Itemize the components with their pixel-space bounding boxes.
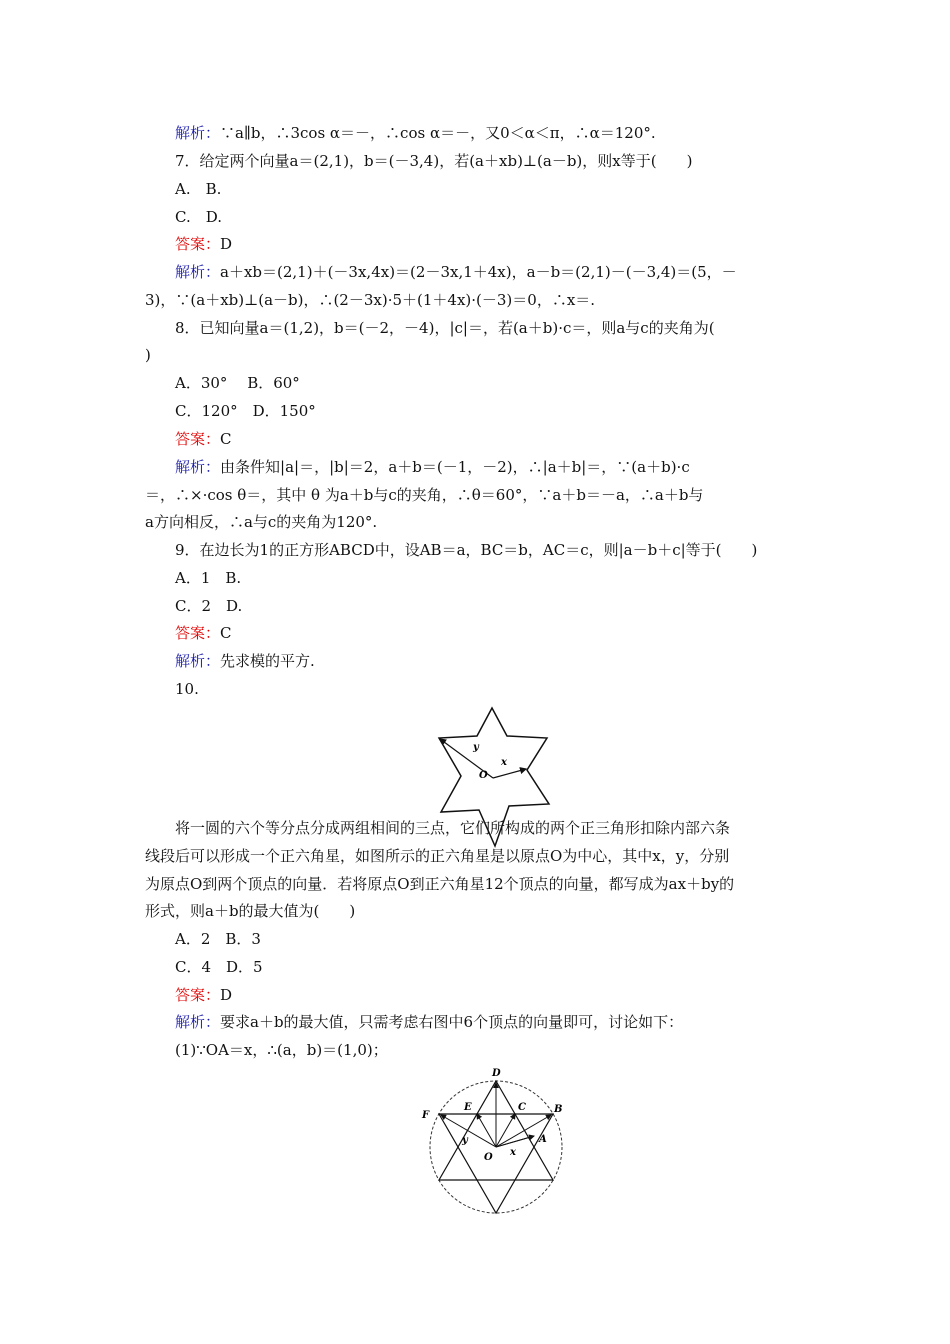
- label-origin: O: [484, 1152, 493, 1163]
- explanation-label: 解析：: [175, 263, 221, 281]
- label-a: A: [539, 1134, 547, 1145]
- q7-explanation-line2: 3)，∵(a＋xb)⊥(a－b)，∴(2－3x)·5＋(1＋4x)·(－3)＝0，∴x＝.: [145, 291, 596, 309]
- question-8-cont: ): [145, 346, 151, 364]
- answer-value: D: [220, 986, 233, 1004]
- label-f: F: [422, 1110, 430, 1121]
- q10-paragraph-line4: 形式，则a＋b的最大值为( ): [145, 902, 356, 920]
- q10-options-ab: A．2 B．3: [175, 930, 261, 948]
- explanation-text: 要求a＋b的最大值，只需考虑右图中6个顶点的向量即可，讨论如下：: [220, 1013, 684, 1031]
- label-y: y: [462, 1135, 468, 1146]
- question-8: 8．已知向量a＝(1,2)，b＝(－2，－4)，|c|＝，若(a＋b)·c＝，则a与c的夹角为(: [175, 319, 715, 337]
- explanation-label: 解析：: [175, 1013, 221, 1031]
- label-x: x: [501, 757, 507, 768]
- answer-label: 答案：: [175, 624, 221, 642]
- answer-label: 答案：: [175, 235, 221, 253]
- label-origin: O: [479, 770, 488, 781]
- label-e: E: [464, 1102, 472, 1113]
- explanation-text: ∵a∥b，∴3cos α＝－，∴cos α＝－，又0＜α＜π，∴α＝120°.: [220, 124, 656, 142]
- q7-explanation-line1: [175, 262, 737, 282]
- answer-label: 答案：: [175, 430, 221, 448]
- answer-value: D: [220, 235, 233, 253]
- question-7: 7．给定两个向量a＝(2,1)，b＝(－3,4)，若(a＋xb)⊥(a－b)，则x等于( ): [175, 152, 693, 170]
- explanation-label: 解析：: [175, 652, 221, 670]
- label-y: y: [473, 742, 479, 753]
- q10-case-1: (1)∵OA＝x，∴(a，b)＝(1,0)；: [175, 1041, 388, 1059]
- q8-answer: [175, 429, 232, 449]
- circle-triangles-figure: [418, 1062, 570, 1220]
- q10-options-cd: C．4 D．5: [175, 958, 263, 976]
- q10-answer: [175, 985, 232, 1005]
- q6-explanation-line: [175, 123, 656, 143]
- q7-answer: [175, 234, 232, 254]
- label-x: x: [510, 1147, 516, 1158]
- q8-explanation-line2: ＝，∴×·cos θ＝，其中 θ 为a＋b与c的夹角，∴θ＝60°，∵a＋b＝－a，∴a＋b与: [145, 486, 704, 504]
- explanation-text: 先求模的平方.: [220, 652, 315, 670]
- explanation-label: 解析：: [175, 458, 221, 476]
- answer-value: C: [220, 430, 232, 448]
- explanation-text: a＋xb＝(2,1)＋(－3x,4x)＝(2－3x,1＋4x)，a－b＝(2,1)－(－3,4)＝(5，－: [220, 263, 737, 281]
- explanation-text: 由条件知|a|＝，|b|＝2，a＋b＝(－1，－2)，∴|a＋b|＝，∵(a＋b)·c: [220, 458, 690, 476]
- q10-paragraph-line3: 为原点O到两个顶点的向量．若将原点O到正六角星12个顶点的向量，都写成为ax＋by的: [145, 875, 735, 893]
- question-9: 9．在边长为1的正方形ABCD中，设AB＝a，BC＝b，AC＝c，则|a－b＋c|等于( ): [175, 541, 758, 559]
- answer-value: C: [220, 624, 232, 642]
- q9-options-cd: C．2 D.: [175, 597, 243, 615]
- q10-paragraph-line1: 将一圆的六个等分点分成两组相间的三点，它们所构成的两个正三角形扣除内部六条: [175, 819, 731, 837]
- q7-options-cd: C. D.: [175, 208, 222, 226]
- q8-explanation-line3: a方向相反，∴a与c的夹角为120°.: [145, 513, 378, 531]
- q8-options-cd: C．120° D．150°: [175, 402, 316, 420]
- q8-explanation-line1: [175, 457, 690, 477]
- q10-explanation: [175, 1012, 683, 1032]
- q7-options-ab: A. B.: [175, 180, 222, 198]
- label-d: D: [492, 1068, 501, 1079]
- label-c: C: [518, 1102, 526, 1113]
- q8-options-ab: A．30° B．60°: [175, 374, 300, 392]
- question-10-number: 10.: [175, 680, 199, 698]
- q9-options-ab: A．1 B.: [175, 569, 242, 587]
- vector-x-arrow: [493, 769, 526, 778]
- answer-label: 答案：: [175, 986, 221, 1004]
- explanation-label: 解析：: [175, 124, 221, 142]
- q10-paragraph-line2: 线段后可以形成一个正六角星，如图所示的正六角星是以原点O为中心，其中x，y，分别: [145, 847, 730, 865]
- q9-answer: [175, 623, 232, 643]
- label-b: B: [554, 1104, 563, 1115]
- q9-explanation: [175, 651, 315, 671]
